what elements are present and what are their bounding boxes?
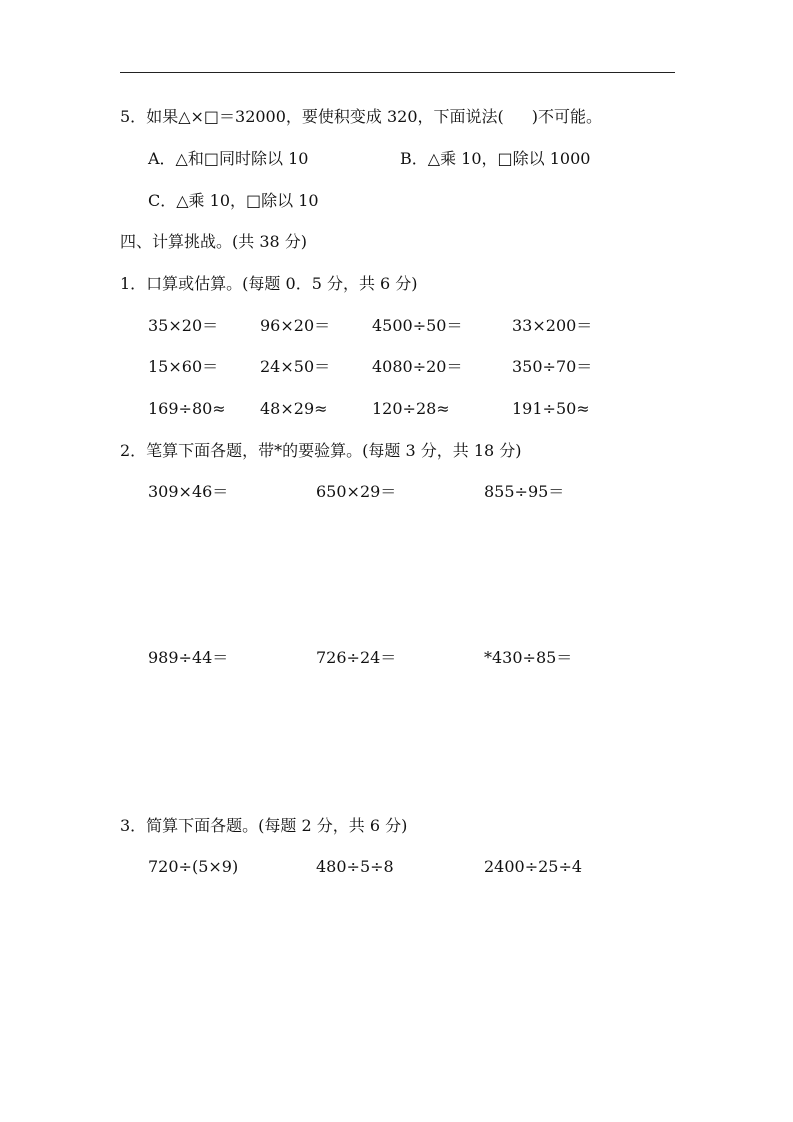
written-problem: 855÷95＝ bbox=[484, 482, 565, 501]
part-2-title: 2．笔算下面各题，带*的要验算。(每题 3 分，共 18 分) bbox=[120, 441, 522, 460]
oral-problem: 350÷70＝ bbox=[512, 357, 593, 376]
section-4-title: 四、计算挑战。(共 38 分) bbox=[120, 232, 308, 251]
header-rule bbox=[120, 72, 675, 73]
oral-problem: 4080÷20＝ bbox=[372, 357, 463, 376]
oral-problem: 15×60＝ bbox=[148, 357, 219, 376]
simplify-problem: 720÷(5×9) bbox=[148, 857, 239, 876]
written-problem: 650×29＝ bbox=[316, 482, 397, 501]
oral-problem: 4500÷50＝ bbox=[372, 316, 463, 335]
estimate-problem: 48×29≈ bbox=[260, 399, 328, 418]
written-problem: *430÷85＝ bbox=[484, 648, 573, 667]
estimate-problem: 120÷28≈ bbox=[372, 399, 450, 418]
question-5 bbox=[120, 107, 602, 127]
question-5-option-c[interactable]: C．△乘 10，□除以 10 bbox=[148, 191, 319, 210]
estimate-problem: 191÷50≈ bbox=[512, 399, 590, 418]
part-1-title: 1．口算或估算。(每题 0．5 分，共 6 分) bbox=[120, 274, 418, 293]
oral-problem: 35×20＝ bbox=[148, 316, 219, 335]
oral-problem: 33×200＝ bbox=[512, 316, 593, 335]
simplify-problem: 2400÷25÷4 bbox=[484, 857, 583, 876]
question-5-text-before: 如果△×□＝32000，要使积变成 320，下面说法( bbox=[146, 107, 504, 126]
written-problem: 726÷24＝ bbox=[316, 648, 397, 667]
question-5-option-b[interactable]: B．△乘 10，□除以 1000 bbox=[400, 149, 591, 168]
written-problem: 309×46＝ bbox=[148, 482, 229, 501]
question-5-option-a[interactable]: A．△和□同时除以 10 bbox=[148, 149, 309, 168]
question-5-number: 5． bbox=[120, 107, 147, 126]
part-3-title: 3．简算下面各题。(每题 2 分，共 6 分) bbox=[120, 816, 408, 835]
simplify-problem: 480÷5÷8 bbox=[316, 857, 394, 876]
oral-problem: 24×50＝ bbox=[260, 357, 331, 376]
written-problem: 989÷44＝ bbox=[148, 648, 229, 667]
oral-problem: 96×20＝ bbox=[260, 316, 331, 335]
question-5-text-after: )不可能。 bbox=[531, 107, 603, 126]
estimate-problem: 169÷80≈ bbox=[148, 399, 226, 418]
